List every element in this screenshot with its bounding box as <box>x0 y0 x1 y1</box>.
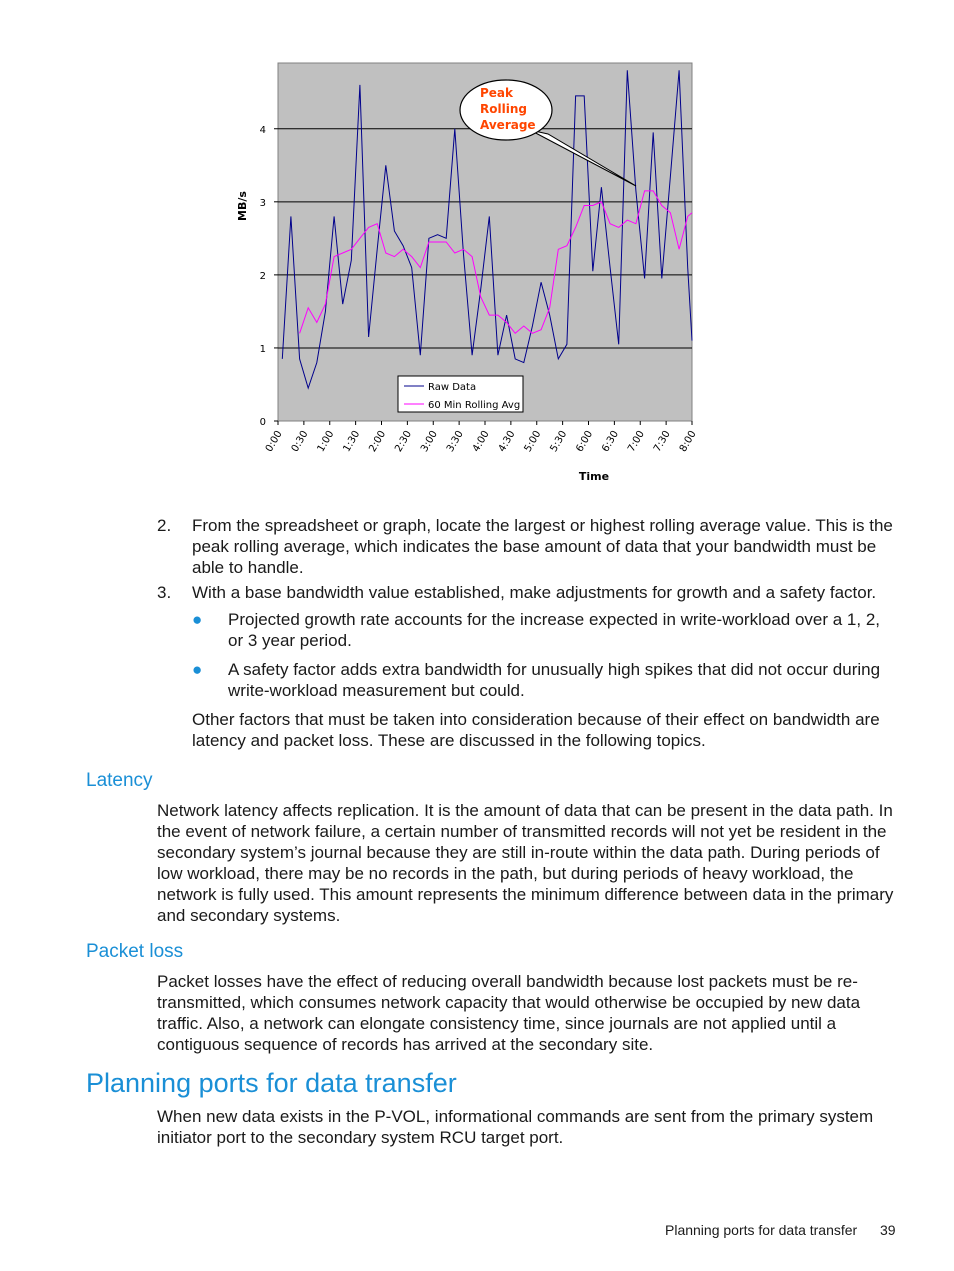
step-text: With a base bandwidth value established, make adjustments for growth and a safety factor. <box>192 583 877 602</box>
x-axis-label: Time <box>578 470 610 483</box>
x-tick-label: 8:00 <box>677 429 699 454</box>
planning-body: When new data exists in the P-VOL, informational commands are sent from the primary system initiator port to the secondary system RCU target port. <box>157 1107 874 1147</box>
x-tick-label: 5:00 <box>522 429 544 454</box>
step-number: 3. <box>157 583 172 602</box>
x-tick-label: 6:30 <box>600 429 621 454</box>
step-2 <box>157 515 897 578</box>
x-tick-label: 2:30 <box>393 429 414 454</box>
section-heading: Planning ports for data transfer <box>86 1068 457 1098</box>
bandwidth-chart <box>230 58 710 490</box>
legend-label-avg: 60 Min Rolling Avg <box>428 400 521 411</box>
latency-heading: Latency <box>86 770 153 791</box>
x-tick-label: 1:00 <box>315 429 337 454</box>
x-tick-label: 0:00 <box>263 429 285 454</box>
y-tick-label: 3 <box>259 197 266 209</box>
bullet-list <box>192 609 897 701</box>
x-tick-label: 4:30 <box>496 429 518 454</box>
y-tick-label: 4 <box>259 124 266 136</box>
other-factors-paragraph: Other factors that must be taken into consideration because of their effect on bandwidth are latency and packet loss. These are discussed in the following topics. <box>192 710 880 750</box>
x-tick-label: 6:00 <box>574 429 596 454</box>
bullet-text: A safety factor adds extra bandwidth for unusually high spikes that did not occur during write-workload measurement but could. <box>228 660 881 700</box>
x-tick-label: 7:30 <box>651 429 673 454</box>
x-tick-label: 2:00 <box>367 429 389 454</box>
list-item <box>192 659 897 701</box>
x-tick-label: 4:00 <box>470 429 492 454</box>
y-tick-label: 0 <box>259 417 266 428</box>
bullet-text: Projected growth rate accounts for the increase expected in write-workload over a 1, 2, or 3 year period. <box>228 610 881 650</box>
bullet-icon: ● <box>192 660 203 679</box>
step-3 <box>157 582 897 603</box>
legend-box <box>398 376 523 412</box>
callout-line-2: Rolling <box>480 102 527 116</box>
procedure-steps <box>157 515 897 751</box>
list-item <box>192 609 897 651</box>
x-tick-label: 3:00 <box>419 429 440 454</box>
step-number: 2. <box>157 516 172 535</box>
legend-label-raw: Raw Data <box>428 382 477 393</box>
x-tick-label: 1:30 <box>341 429 363 454</box>
x-tick-label: 7:00 <box>626 429 647 454</box>
footer-title: Planning ports for data transfer <box>665 1222 858 1238</box>
x-tick-label: 5:30 <box>548 429 570 454</box>
y-tick-label: 1 <box>259 343 266 355</box>
step-text: From the spreadsheet or graph, locate the largest or highest rolling average value. This is the peak rolling average, which indicates the base amount of data that your bandwidth must be able to handle. <box>192 516 893 577</box>
x-axis-ticks <box>264 421 699 454</box>
callout-line-3: Average <box>480 118 536 132</box>
x-tick-label: 3:30 <box>444 429 466 454</box>
x-tick-label: 0:30 <box>289 429 311 454</box>
y-axis-label: MB/s <box>236 191 249 221</box>
page-number: 39 <box>880 1222 896 1238</box>
bullet-icon: ● <box>192 610 203 629</box>
y-axis-ticks <box>260 125 278 428</box>
latency-body: Network latency affects replication. It is the amount of data that can be present in the data path. In the event of network failure, a certain number of transmitted records will not yet be resident in the secondary system’s journal because they are still in-route within the data path. During periods of low workload, there may be no records in the path, but during periods of heavy workload, the network is fully used. This amount represents the minimum difference between data in the primary and secondary systems. <box>157 801 894 925</box>
packet-loss-heading: Packet loss <box>86 941 184 962</box>
packet-loss-body: Packet losses have the effect of reducing overall bandwidth because lost packets must be re-transmitted, which consumes network capacity that would otherwise be occupied by new data traffic. Also, a network can elongate consistency time, since journals are not applied until a contiguous sequence of records has arrived at the secondary site. <box>157 972 861 1054</box>
y-tick-label: 2 <box>259 270 266 282</box>
callout-line-1: Peak <box>480 86 514 100</box>
